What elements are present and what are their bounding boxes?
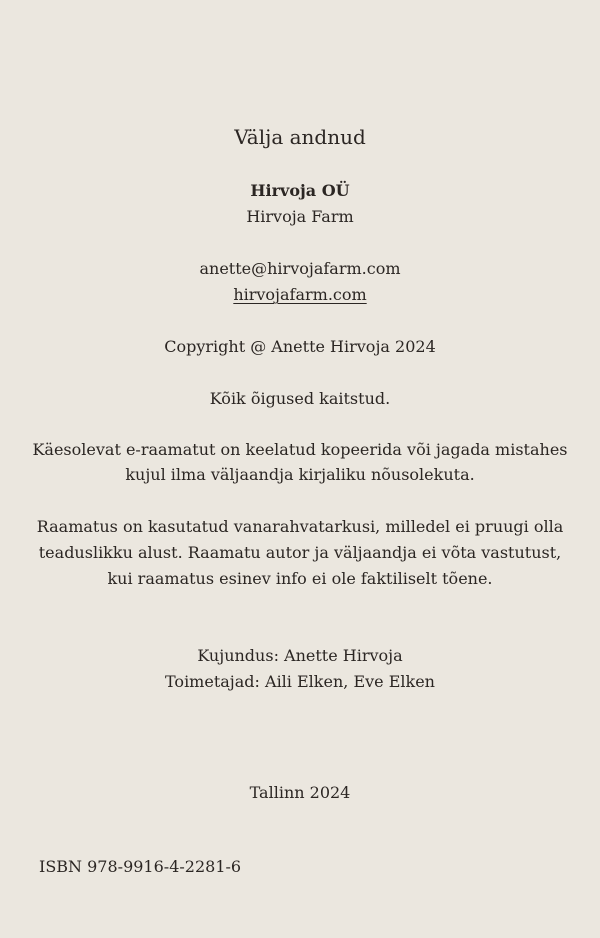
publisher-email: anette@hirvojafarm.com [199,259,401,278]
page-title: Välja andnud [234,125,366,149]
disclaimer-line-3: kui raamatus esinev info ei ole faktiliselt tõene. [107,569,493,588]
notice-line-2: kujul ilma väljaandja kirjaliku nõusolekuta. [125,465,475,484]
rights-text: Kõik õigused kaitstud. [209,389,391,408]
publisher-name: Hirvoja OÜ [250,181,350,200]
website-link[interactable]: hirvojafarm.com [233,285,367,304]
editors-credit: Toimetajad: Aili Elken, Eve Elken [165,672,435,691]
disclaimer-line-1: Raamatus on kasutatud vanarahvatarkusi, milledel ei pruugi olla [36,517,564,536]
publisher-brand: Hirvoja Farm [246,207,354,226]
website-line [0,282,600,308]
notice-line-1: Käesolevat e-raamatut on keelatud kopeerida või jagada mistahes [32,440,568,459]
design-credit: Kujundus: Anette Hirvoja [197,646,403,665]
place-year: Tallinn 2024 [249,783,351,802]
isbn: ISBN 978-9916-4-2281-6 [39,857,242,876]
copyright-text: Copyright @ Anette Hirvoja 2024 [164,337,436,356]
disclaimer-line-2: teaduslikku alust. Raamatu autor ja väljaandja ei võta vastutust, [38,543,562,562]
